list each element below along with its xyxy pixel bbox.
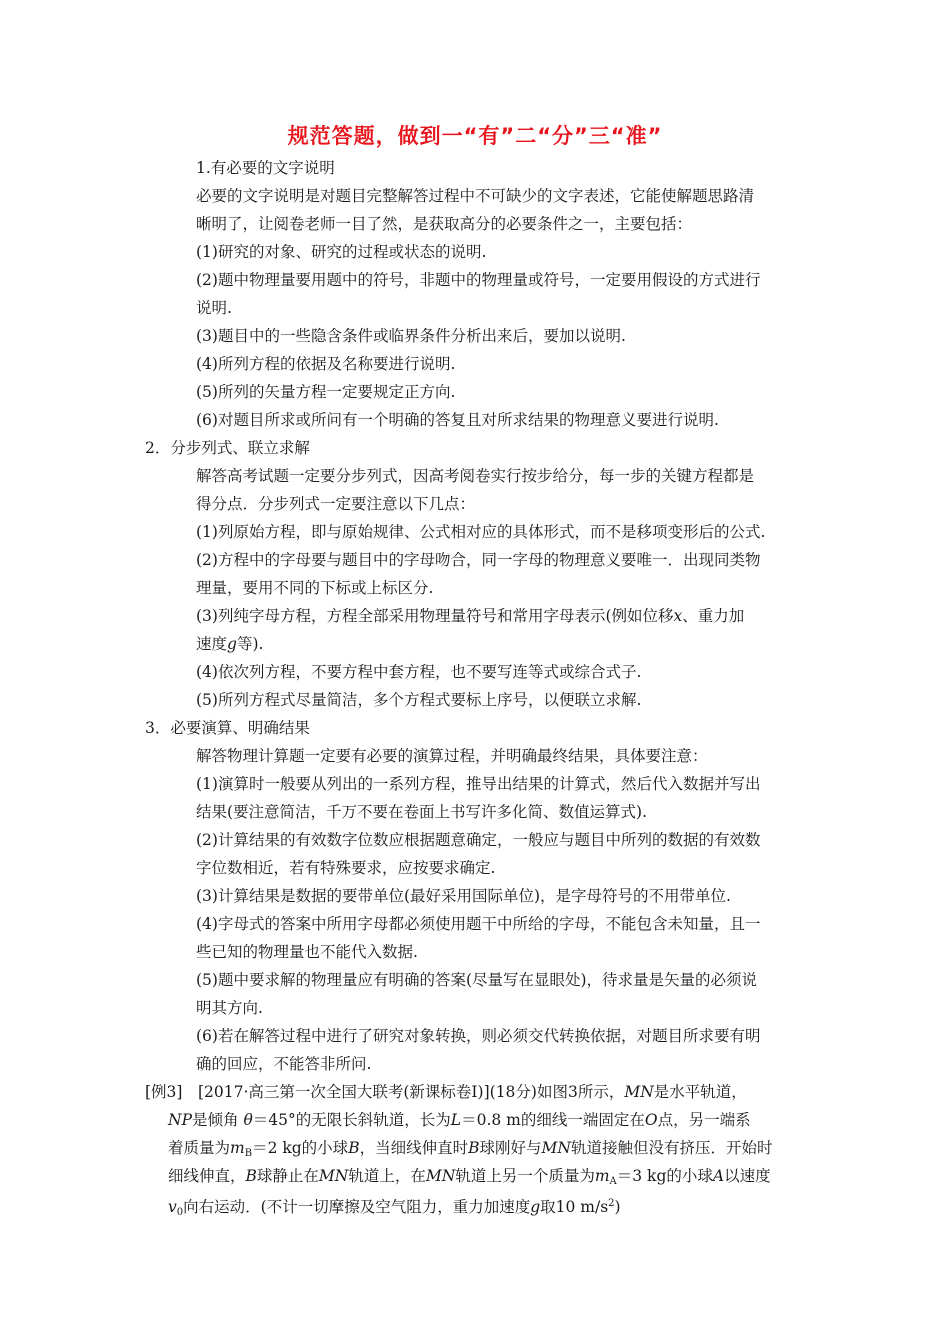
list-item: (3)列纯字母方程，方程全部采用物理量符号和常用字母表示(例如位移x、重力加 bbox=[196, 607, 745, 625]
list-item-cont: 字位数相近，若有特殊要求，应按要求确定. bbox=[196, 859, 496, 877]
list-item: (5)所列方程式尽量简洁，多个方程式要标上序号，以便联立求解. bbox=[196, 691, 642, 709]
list-item-cont: 理量，要用不同的下标或上标区分. bbox=[196, 579, 434, 597]
list-item-cont: 些已知的物理量也不能代入数据. bbox=[196, 943, 418, 961]
list-item: (4)字母式的答案中所用字母都必须使用题干中所给的字母，不能包含未知量，且一 bbox=[196, 915, 761, 933]
list-item-cont: 速度g等). bbox=[196, 635, 264, 653]
example-line: NP是倾角 θ＝45°的无限长斜轨道，长为L＝0.8 m的细线一端固定在O点，另一端系 bbox=[168, 1111, 751, 1129]
list-item: (4)依次列方程，不要方程中套方程，也不要写连等式或综合式子. bbox=[196, 663, 642, 681]
list-item: (1)研究的对象、研究的过程或状态的说明. bbox=[196, 243, 487, 261]
list-item: (2)方程中的字母要与题目中的字母吻合，同一字母的物理意义要唯一．出现同类物 bbox=[196, 551, 761, 569]
example-line: [例3] [2017·高三第一次全国大联考(新课标卷Ⅰ)](18分)如图3所示，MN是水平轨道， bbox=[145, 1083, 747, 1101]
paragraph-line: 解答物理计算题一定要有必要的演算过程，并明确最终结果，具体要注意： bbox=[196, 747, 708, 765]
list-item: (5)所列的矢量方程一定要规定正方向. bbox=[196, 383, 456, 401]
example-line: $v_0$向右运动．(不计一切摩擦及空气阻力，重力加速度g取10 $m/s^2$) bbox=[168, 1198, 621, 1218]
example-line: 细线伸直，B球静止在MN轨道上，在MN轨道上另一个质量为$m_A=3$ kg的小球A以速度 bbox=[168, 1167, 771, 1187]
list-item: (6)对题目所求或所问有一个明确的答复且对所求结果的物理意义要进行说明. bbox=[196, 411, 719, 429]
list-item-cont: 结果(要注意简洁，千万不要在卷面上书写许多化简、数值运算式). bbox=[196, 803, 648, 821]
paragraph-line: 解答高考试题一定要分步列式，因高考阅卷实行按步给分，每一步的关键方程都是 bbox=[196, 467, 755, 485]
section-heading-2: 2．分步列式、联立求解 bbox=[145, 439, 310, 457]
list-item: (2)计算结果的有效数字位数应根据题意确定，一般应与题目中所列的数据的有效数 bbox=[196, 831, 761, 849]
list-item: (2)题中物理量要用题中的符号，非题中的物理量或符号，一定要用假设的方式进行 bbox=[196, 271, 761, 289]
list-item-cont: 说明. bbox=[196, 299, 232, 317]
list-item: (5)题中要求解的物理量应有明确的答案(尽量写在显眼处)，待求量是矢量的必须说 bbox=[196, 971, 758, 989]
example-line: 着质量为$m_B=2$ kg的小球B，当细线伸直时B球刚好与MN轨道接触但没有挤压．开始时 bbox=[168, 1139, 773, 1159]
list-item: (1)演算时一般要从列出的一系列方程，推导出结果的计算式，然后代入数据并写出 bbox=[196, 775, 761, 793]
list-item: (3)题目中的一些隐含条件或临界条件分析出来后，要加以说明. bbox=[196, 327, 626, 345]
page-title: 规范答题，做到一“有”二“分”三“准” bbox=[287, 124, 663, 148]
paragraph-line: 必要的文字说明是对题目完整解答过程中不可缺少的文字表述，它能使解题思路清 bbox=[196, 187, 755, 205]
paragraph-line: 得分点．分步列式一定要注意以下几点： bbox=[196, 495, 476, 513]
list-item-cont: 明其方向. bbox=[196, 999, 263, 1017]
list-item: (6)若在解答过程中进行了研究对象转换，则必须交代转换依据，对题目所求要有明 bbox=[196, 1027, 761, 1045]
section-heading-3: 3．必要演算、明确结果 bbox=[145, 719, 310, 737]
list-item: (1)列原始方程，即与原始规律、公式相对应的具体形式，而不是移项变形后的公式. bbox=[196, 523, 766, 541]
list-item-cont: 确的回应，不能答非所问. bbox=[196, 1055, 372, 1073]
section-heading-1: 1.有必要的文字说明 bbox=[196, 159, 335, 177]
list-item: (3)计算结果是数据的要带单位(最好采用国际单位)，是字母符号的不用带单位. bbox=[196, 887, 731, 905]
list-item: (4)所列方程的依据及名称要进行说明. bbox=[196, 355, 456, 373]
paragraph-line: 晰明了，让阅卷老师一目了然，是获取高分的必要条件之一，主要包括： bbox=[196, 215, 693, 233]
